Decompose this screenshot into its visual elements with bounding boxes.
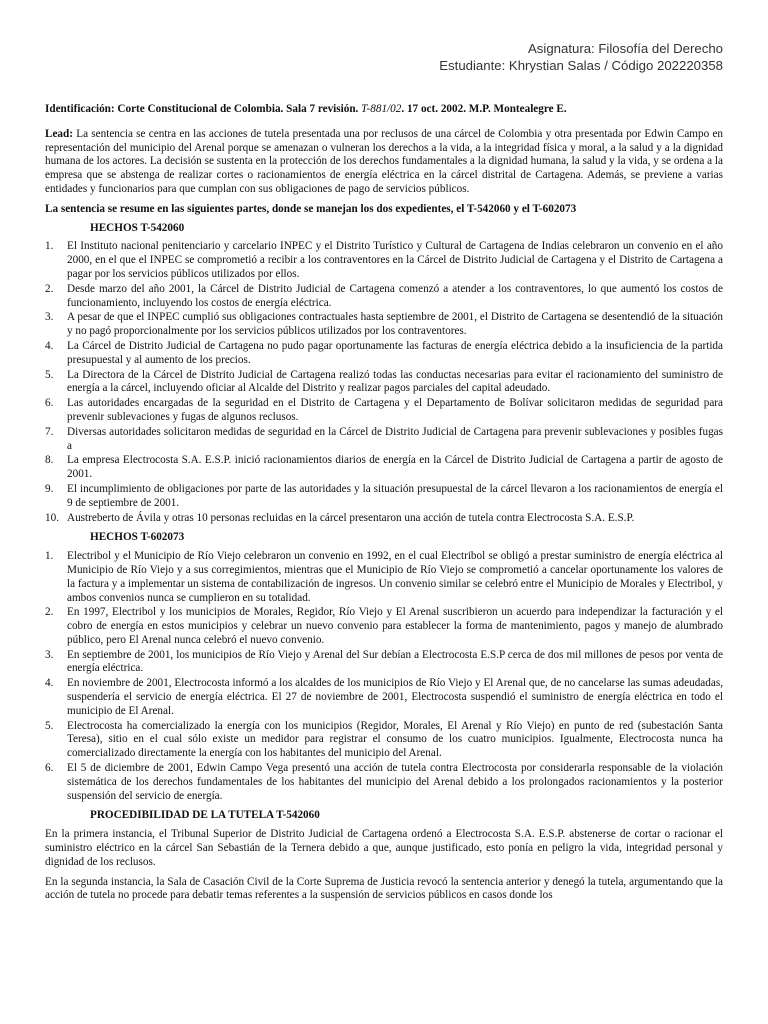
list-item <box>45 720 723 761</box>
list-item-text: El 5 de diciembre de 2001, Edwin Campo Vega presentó una acción de tutela contra Electrocosta por considerarla responsable de la violación sistemática de los derechos fundamentales de los habitantes del municipio del Arenal debido a los prolongados racionamientos y la posterior suspensión del servicio de energía. <box>67 762 723 802</box>
list-item-number: 1. <box>45 550 54 563</box>
list-item-number: 4. <box>45 677 54 690</box>
student-line: Estudiante: Khrystian Salas / Código 202220358 <box>439 58 723 73</box>
list-item-number: 7. <box>45 425 54 438</box>
list-item <box>45 649 723 677</box>
list-item-text: En noviembre de 2001, Electrocosta informó a los alcaldes de los municipios de Río Viejo y El Arenal que, de no cancelarse las sumas adeudadas, suspendería el servicio de energía eléctrica. El 27 de noviembre de 2001, Electrocosta suspendió el suministro de energía eléctrica en todo el municipio de El Arenal. <box>67 677 723 717</box>
list-item-text: Diversas autoridades solicitaron medidas de seguridad en la Cárcel de Distrito Judicial de Cartagena para prevenir sublevaciones y posibles fugas a <box>67 425 723 452</box>
list-item-text: La Cárcel de Distrito Judicial de Cartagena no pudo pagar oportunamente las facturas de energía eléctrica debido a la insuficiencia de la partida presupuestal y al aumento de los precios. <box>67 339 723 366</box>
paragraph-primera-instancia: En la primera instancia, el Tribunal Superior de Distrito Judicial de Cartagena ordenó a Electrocosta S.A. E.S.P. abstenerse de cortar o racionar el suministro eléctrico en la cárcel San Sebastián de la Ternera debido a que, aunque justificado, esto ponía en peligro la vida, integridad personal y dignidad de los reclusos. <box>45 828 723 868</box>
list-item-number: 5. <box>45 719 54 732</box>
document-header <box>439 40 723 74</box>
list-item-text: La Directora de la Cárcel de Distrito Judicial de Cartagena realizó todas las conductas necesarias para evitar el racionamiento del suministro de energía a la cárcel, incluyendo oficiar al Alcalde del Distrito y realizar pagos parciales del capital adeudado. <box>67 368 723 395</box>
list-item <box>45 240 723 281</box>
section-heading-procedibilidad: PROCEDIBILIDAD DE LA TUTELA T-542060 <box>90 809 320 822</box>
list-item <box>45 550 723 605</box>
list-item-number: 8. <box>45 454 54 467</box>
list-item-number: 3. <box>45 648 54 661</box>
lead-label: Lead: <box>45 127 73 140</box>
list-item <box>45 426 723 454</box>
list-item-text: A pesar de que el INPEC cumplió sus obligaciones contractuales hasta septiembre de 2001, el Distrito de Cartagena se desentendió de la situación y no pagó proporcionalmente por los servicios públicos utilizados por los contraventores. <box>67 311 723 338</box>
list-item <box>45 677 723 718</box>
hechos-t602073-list <box>45 550 723 803</box>
list-item-text: En septiembre de 2001, los municipios de Río Viejo y Arenal del Sur debían a Electrocosta E.S.P cerca de dos mil millones de pesos por venta de energía eléctrica. <box>67 648 723 675</box>
lead-paragraph <box>45 128 723 197</box>
list-item-number: 6. <box>45 762 54 775</box>
list-item-text: Las autoridades encargadas de la seguridad en el Distrito de Cartagena y el Departamento de Bolívar solicitaron medidas de seguridad para prevenir sublevaciones y fugas de algunos reclusos. <box>67 397 723 423</box>
course-line: Asignatura: Filosofía del Derecho <box>528 41 723 56</box>
list-item <box>45 606 723 647</box>
list-item-text: El incumplimiento de obligaciones por parte de las autoridades y la situación presupuestal de la cárcel llevaron a los racionamientos de energía el 9 de septiembre de 2001. <box>67 482 723 509</box>
list-item <box>45 512 723 526</box>
document-body <box>45 103 723 909</box>
list-item <box>45 311 723 339</box>
list-item-number: 10. <box>45 511 59 524</box>
list-item <box>45 454 723 482</box>
case-reference: T-881/02 <box>361 103 402 115</box>
list-item-text: Electrocosta ha comercializado la energía con los municipios (Regidor, Morales, El Arenal y Río Viejo) en punto de red (subestación Santa Teresa), sitio en el cual sólo existe un medidor para registrar el consumo de los cuatro municipios. Igualmente, Electrocosta nunca ha comercializado directamente la energía con los habitantes del municipio del Arenal. <box>67 719 723 760</box>
paragraph-segunda-instancia: En la segunda instancia, la Sala de Casación Civil de la Corte Suprema de Justicia revocó la sentencia anterior y denegó la tutela, argumentando que la acción de tutela no procede para debatir temas referentes a la suspensión de servicios públicos en casos donde los <box>45 875 723 902</box>
list-item-text: Desde marzo del año 2001, la Cárcel de Distrito Judicial de Cartagena comenzó a atender a los contraventores, lo que aumentó los costos de funcionamiento, incluyendo los costos de energía eléctrica. <box>67 282 723 309</box>
identification-line <box>45 103 723 117</box>
section-heading-hechos-t542060: HECHOS T-542060 <box>90 221 185 234</box>
identification-text: Identificación: Corte Constitucional de Colombia. Sala 7 revisión. <box>45 103 362 115</box>
list-item-text: Electribol y el Municipio de Río Viejo celebraron un convenio en 1992, en el cual Electribol se obligó a prestar suministro de energía eléctrica al Municipio de Río Viejo y a sus corregimientos, mientras que el Municipio de Río Viejo se comprometió a cancelar oportunamente los valores de la factura y a implementar un sistema de contabilización de ingresos. Un convenio similar se celebró entre el Municipio de Morales y Electribol, y ambos convenios nunca se cumplieron en su totalidad. <box>67 550 723 604</box>
section-heading-hechos-t602073: HECHOS T-602073 <box>90 531 185 544</box>
list-item <box>45 283 723 311</box>
lead-text: La sentencia se centra en las acciones de tutela presentada una por reclusos de una cárcel de Colombia y otra presentada por Edwin Campo en representación del municipio del Arenal porque se amenazan o vulneran los derechos a la vida, a la integridad física y moral, a la salud y a la dignidad humana de los actores. La decisión se sustenta en la protección de los derechos fundamentales a la dignidad humana, la salud y la vida, y se ordena a la empresa que se abstenga de realizar cortes o racionamientos de energía eléctrica en la cárcel distrital de Cartagena. Además, se previene a varias entidades y funcionarios para que cumplan con sus obligaciones de pago de servicios públicos. <box>45 127 723 195</box>
list-item <box>45 397 723 425</box>
list-item-number: 6. <box>45 397 54 410</box>
list-item <box>45 762 723 803</box>
summary-heading: La sentencia se resume en las siguientes partes, donde se manejan los dos expedientes, el T-542060 y el T-602073 <box>45 202 577 215</box>
list-item-text: Austreberto de Ávila y otras 10 personas recluidas en la cárcel presentaron una acción de tutela contra Electrocosta S.A. E.S.P. <box>67 511 635 524</box>
list-item-number: 3. <box>45 311 54 324</box>
list-item <box>45 483 723 511</box>
list-item-text: La empresa Electrocosta S.A. E.S.P. inició racionamientos diarios de energía en la Cárcel de Distrito Judicial de Cartagena a partir de agosto de 2001. <box>67 454 723 481</box>
list-item-number: 2. <box>45 282 54 295</box>
list-item-text: En 1997, Electribol y los municipios de Morales, Regidor, Río Viejo y El Arenal suscribieron un acuerdo para independizar la facturación y el cobro de energía en estos municipios y celebrar un nuevo convenio para establecer la forma de mantenimiento, pagos y manejo de alumbrado público, pero El Arenal nunca celebró el nuevo convenio. <box>67 606 723 646</box>
list-item-number: 5. <box>45 368 54 381</box>
identification-date: . 17 oct. 2002. M.P. Montealegre E. <box>401 103 567 115</box>
list-item-number: 2. <box>45 606 54 619</box>
list-item <box>45 340 723 368</box>
list-item-text: El Instituto nacional penitenciario y carcelario INPEC y el Distrito Turístico y Cultural de Cartagena de Indias celebraron un convenio en el año 2000, en el que el INPEC se comprometió a recibir a los contraventores en la Cárcel de Distrito Judicial de Cartagena y el Distrito de Cartagena a pagar por los servicios públicos utilizados por ellos. <box>67 240 723 280</box>
list-item-number: 9. <box>45 482 54 495</box>
list-item-number: 1. <box>45 240 54 253</box>
list-item <box>45 369 723 397</box>
hechos-t542060-list <box>45 240 723 525</box>
list-item-number: 4. <box>45 339 54 352</box>
